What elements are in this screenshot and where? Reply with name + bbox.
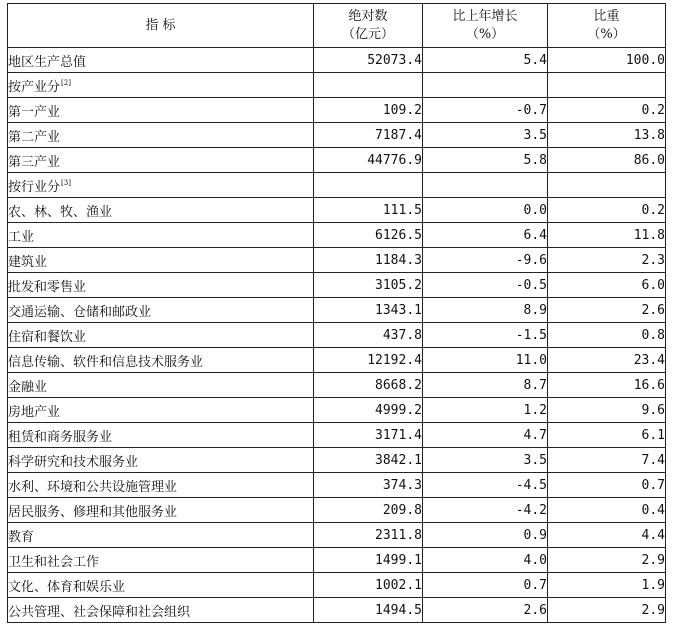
absolute-value: 44776.9 xyxy=(314,148,423,173)
share-value: 6.1 xyxy=(548,423,666,448)
growth-rate: -0.5 xyxy=(423,273,548,298)
indicator-name: 住宿和餐饮业 xyxy=(8,329,87,345)
row-indicator xyxy=(8,473,314,498)
row-indicator xyxy=(8,398,314,423)
row-indicator xyxy=(8,373,314,398)
absolute-value: 4999.2 xyxy=(314,398,423,423)
share-value: 2.6 xyxy=(548,298,666,323)
absolute-value: 111.5 xyxy=(314,198,423,223)
table-row xyxy=(8,398,666,423)
footnote-marker: [3] xyxy=(61,179,71,188)
statistics-table xyxy=(7,3,666,623)
share-value: 11.8 xyxy=(548,223,666,248)
table-row xyxy=(8,448,666,473)
absolute-value: 3105.2 xyxy=(314,273,423,298)
row-indicator xyxy=(8,223,314,248)
header-row xyxy=(8,4,666,48)
table-row xyxy=(8,323,666,348)
header-absolute-label: 绝对数 xyxy=(348,8,388,24)
absolute-value: 2311.8 xyxy=(314,523,423,548)
share-value: 2.9 xyxy=(548,598,666,623)
header-share-label: 比重 xyxy=(593,8,620,24)
table-row xyxy=(8,273,666,298)
share-value: 23.4 xyxy=(548,348,666,373)
growth-rate: 6.4 xyxy=(423,223,548,248)
share-value: 100.0 xyxy=(548,48,666,73)
growth-rate: 3.5 xyxy=(423,123,548,148)
absolute-value: 8668.2 xyxy=(314,373,423,398)
absolute-value: 52073.4 xyxy=(314,48,423,73)
growth-rate: -1.5 xyxy=(423,323,548,348)
header-share xyxy=(548,4,666,48)
share-value: 6.0 xyxy=(548,273,666,298)
indicator-name: 卫生和社会工作 xyxy=(8,554,100,570)
growth-rate: -0.7 xyxy=(423,98,548,123)
row-indicator xyxy=(8,523,314,548)
share-value: 0.2 xyxy=(548,198,666,223)
indicator-name: 地区生产总值 xyxy=(8,54,87,70)
table-row xyxy=(8,48,666,73)
absolute-value: 12192.4 xyxy=(314,348,423,373)
indicator-name: 房地产业 xyxy=(8,404,61,420)
indicator-name: 批发和零售业 xyxy=(8,279,87,295)
indicator-name: 工业 xyxy=(8,229,35,245)
row-indicator xyxy=(8,448,314,473)
indicator-name: 建筑业 xyxy=(8,254,48,270)
table-row xyxy=(8,148,666,173)
absolute-value: 109.2 xyxy=(314,98,423,123)
table-row xyxy=(8,223,666,248)
growth-rate: 1.2 xyxy=(423,398,548,423)
row-indicator xyxy=(8,48,314,73)
growth-rate: -9.6 xyxy=(423,248,548,273)
indicator-name: 按行业分 xyxy=(8,179,61,195)
absolute-value: 7187.4 xyxy=(314,123,423,148)
indicator-name: 按产业分 xyxy=(8,79,61,95)
indicator-name: 教育 xyxy=(8,529,35,545)
share-value: 9.6 xyxy=(548,398,666,423)
share-value: 86.0 xyxy=(548,148,666,173)
share-value: 0.2 xyxy=(548,98,666,123)
absolute-value: 1184.3 xyxy=(314,248,423,273)
table-row xyxy=(8,373,666,398)
row-indicator xyxy=(8,498,314,523)
indicator-name: 第二产业 xyxy=(8,129,61,145)
absolute-value: 437.8 xyxy=(314,323,423,348)
row-indicator xyxy=(8,423,314,448)
header-growth-label: 比上年增长 xyxy=(452,8,518,24)
table-row xyxy=(8,198,666,223)
indicator-name: 交通运输、仓储和邮政业 xyxy=(8,304,152,320)
row-indicator xyxy=(8,123,314,148)
indicator-name: 居民服务、修理和其他服务业 xyxy=(8,504,178,520)
share-value: 0.4 xyxy=(548,498,666,523)
growth-rate: 0.7 xyxy=(423,573,548,598)
row-indicator xyxy=(8,323,314,348)
share-value: 4.4 xyxy=(548,523,666,548)
growth-rate: -4.2 xyxy=(423,498,548,523)
absolute-value: 209.8 xyxy=(314,498,423,523)
growth-rate: 4.0 xyxy=(423,548,548,573)
table-row xyxy=(8,573,666,598)
growth-rate: 11.0 xyxy=(423,348,548,373)
absolute-value: 1343.1 xyxy=(314,298,423,323)
share-value: 16.6 xyxy=(548,373,666,398)
header-share-unit: （%） xyxy=(587,26,626,42)
absolute-value: 1499.1 xyxy=(314,548,423,573)
table-row xyxy=(8,498,666,523)
share-value: 0.8 xyxy=(548,323,666,348)
growth-rate: 5.8 xyxy=(423,148,548,173)
indicator-name: 金融业 xyxy=(8,379,48,395)
table-row xyxy=(8,548,666,573)
share-value: 13.8 xyxy=(548,123,666,148)
row-indicator xyxy=(8,348,314,373)
share-value: 1.9 xyxy=(548,573,666,598)
growth-rate: 5.4 xyxy=(423,48,548,73)
share-value xyxy=(548,173,666,198)
table-row xyxy=(8,348,666,373)
share-value: 7.4 xyxy=(548,448,666,473)
growth-rate: 0.0 xyxy=(423,198,548,223)
absolute-value xyxy=(314,173,423,198)
indicator-name: 农、林、牧、渔业 xyxy=(8,204,113,220)
row-indicator xyxy=(8,298,314,323)
row-indicator xyxy=(8,73,314,98)
growth-rate: 8.9 xyxy=(423,298,548,323)
footnote-marker: [2] xyxy=(61,79,71,88)
row-indicator xyxy=(8,273,314,298)
indicator-name: 科学研究和技术服务业 xyxy=(8,454,139,470)
growth-rate: 3.5 xyxy=(423,448,548,473)
indicator-name: 公共管理、社会保障和社会组织 xyxy=(8,604,191,620)
growth-rate: -4.5 xyxy=(423,473,548,498)
header-growth xyxy=(423,4,548,48)
row-indicator xyxy=(8,248,314,273)
row-indicator xyxy=(8,173,314,198)
table-row xyxy=(8,123,666,148)
absolute-value xyxy=(314,73,423,98)
table-row xyxy=(8,73,666,98)
row-indicator xyxy=(8,573,314,598)
row-indicator xyxy=(8,198,314,223)
table-row xyxy=(8,173,666,198)
row-indicator xyxy=(8,148,314,173)
growth-rate: 4.7 xyxy=(423,423,548,448)
indicator-name: 水利、环境和公共设施管理业 xyxy=(8,479,178,495)
growth-rate xyxy=(423,73,548,98)
absolute-value: 3171.4 xyxy=(314,423,423,448)
growth-rate: 0.9 xyxy=(423,523,548,548)
absolute-value: 1494.5 xyxy=(314,598,423,623)
table-row xyxy=(8,423,666,448)
indicator-name: 第三产业 xyxy=(8,154,61,170)
table-row xyxy=(8,98,666,123)
growth-rate: 8.7 xyxy=(423,373,548,398)
absolute-value: 374.3 xyxy=(314,473,423,498)
share-value xyxy=(548,73,666,98)
table-row xyxy=(8,248,666,273)
indicator-name: 文化、体育和娱乐业 xyxy=(8,579,126,595)
indicator-name: 信息传输、软件和信息技术服务业 xyxy=(8,354,204,370)
row-indicator xyxy=(8,598,314,623)
row-indicator xyxy=(8,548,314,573)
table-row xyxy=(8,298,666,323)
share-value: 0.7 xyxy=(548,473,666,498)
share-value: 2.9 xyxy=(548,548,666,573)
share-value: 2.3 xyxy=(548,248,666,273)
header-absolute-unit: （亿元） xyxy=(341,26,394,42)
table-row xyxy=(8,598,666,623)
growth-rate xyxy=(423,173,548,198)
header-indicator: 指 标 xyxy=(8,4,314,48)
header-growth-unit: （%） xyxy=(465,26,505,42)
header-absolute xyxy=(314,4,423,48)
table-row xyxy=(8,523,666,548)
row-indicator xyxy=(8,98,314,123)
indicator-name: 第一产业 xyxy=(8,104,61,120)
absolute-value: 6126.5 xyxy=(314,223,423,248)
absolute-value: 3842.1 xyxy=(314,448,423,473)
growth-rate: 2.6 xyxy=(423,598,548,623)
table-row xyxy=(8,473,666,498)
indicator-name: 租赁和商务服务业 xyxy=(8,429,113,445)
absolute-value: 1002.1 xyxy=(314,573,423,598)
